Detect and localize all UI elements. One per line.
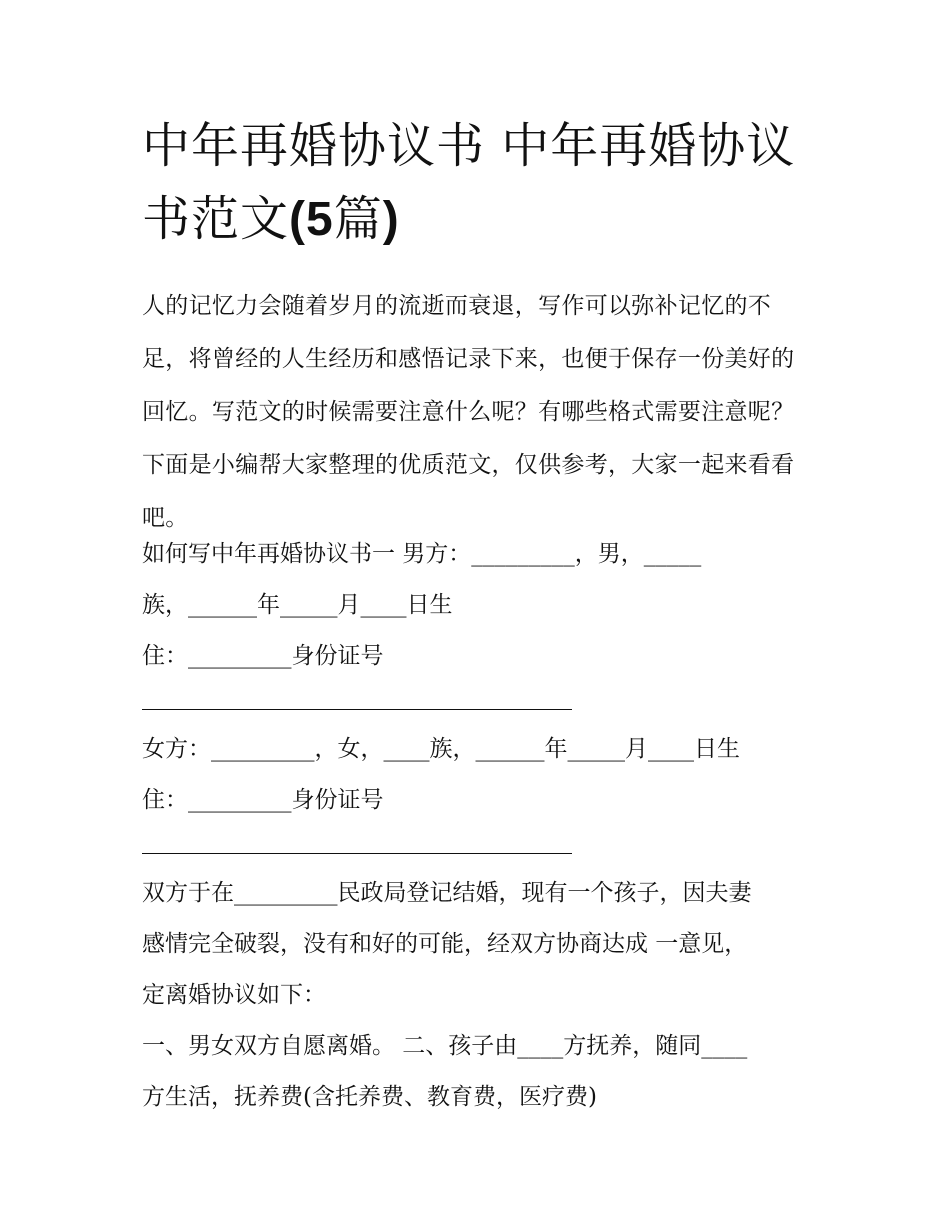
paragraph-line: 住：_________身份证号 bbox=[142, 643, 384, 669]
title-unit: 篇 bbox=[333, 191, 383, 247]
intro-paragraph: 人的记忆力会随着岁月的流逝而衰退，写作可以弥补记忆的不足，将曾经的人生经历和感悟记录下来，也便于保存一份美好的回忆。写范文的时候需要注意什么呢？有哪些格式需要注意呢？下面是小编帮大家整理的优质范文，仅供参考，大家一起来看看吧。 bbox=[142, 293, 795, 531]
title-count: (5 bbox=[289, 193, 334, 246]
paragraph-line: 定离婚协议如下： bbox=[142, 982, 326, 1008]
title-text: 中年再婚协议书 中年再婚协议书范文 bbox=[142, 118, 796, 247]
paragraph-line: 如何写中年再婚协议书一 男方：_________，男，_____ bbox=[142, 541, 702, 567]
paragraph-line: 住：_________身份证号 bbox=[142, 787, 384, 813]
title-close-paren: ) bbox=[382, 193, 400, 246]
page-title bbox=[142, 110, 832, 256]
blank-underline bbox=[142, 709, 572, 710]
paragraph-line: 双方于在_________民政局登记结婚，现有一个孩子，因夫妻 bbox=[142, 880, 752, 906]
paragraph-line: 一、男女双方自愿离婚。 二、孩子由____方抚养，随同____ bbox=[142, 1033, 748, 1059]
paragraph-line: 女方：_________，女，____族，______年_____月____日生 bbox=[142, 736, 740, 762]
paragraph-line: 感情完全破裂，没有和好的可能，经双方协商达成 一意见， bbox=[142, 931, 748, 957]
paragraph-line: 族，______年_____月____日生 bbox=[142, 592, 453, 618]
blank-underline bbox=[142, 853, 572, 854]
paragraph-line: 方生活，抚养费(含托养费、教育费，医疗费) bbox=[142, 1084, 597, 1110]
